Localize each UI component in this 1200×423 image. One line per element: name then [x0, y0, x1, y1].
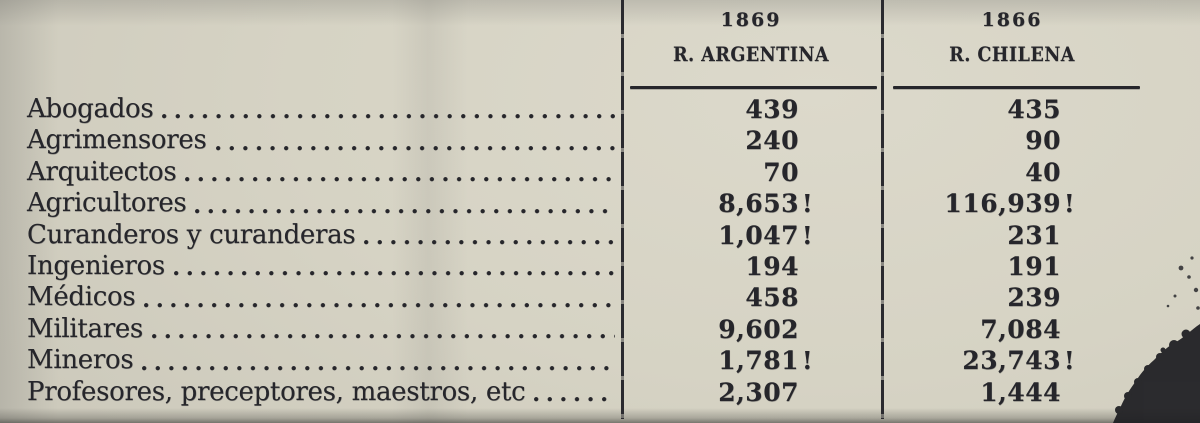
row-label-cell	[0, 94, 622, 125]
argentina-value-cell	[622, 157, 882, 188]
row-label-cell	[0, 157, 622, 188]
argentina-exclamation-mark: !	[802, 189, 813, 219]
profession-label: Mineros	[27, 345, 134, 376]
argentina-value: 194	[745, 251, 799, 281]
chilena-value-cell	[882, 94, 1140, 125]
argentina-value-cell	[622, 94, 882, 125]
profession-label: Arquitectos	[27, 156, 177, 187]
table-row	[0, 220, 1200, 251]
table-row	[0, 157, 1200, 188]
argentina-value: 439	[745, 95, 799, 124]
dot-leader	[152, 314, 615, 345]
profession-label: Agrimensores	[27, 125, 207, 156]
dot-leader	[185, 157, 615, 188]
profession-label: Ingenieros	[27, 250, 165, 281]
row-label-cell	[0, 188, 622, 219]
dot-leader	[142, 345, 615, 376]
table-row	[0, 345, 1200, 376]
chilena-value: 231	[1007, 220, 1061, 250]
chilena-value: 1,444	[980, 377, 1061, 407]
profession-label: Profesores, preceptores, maestros, etc	[27, 376, 526, 407]
chilena-value-cell	[882, 251, 1140, 282]
dot-leader	[195, 188, 615, 219]
dot-leader	[174, 251, 615, 282]
census-year-argentina: 1869	[720, 9, 782, 31]
chilena-value-cell	[882, 188, 1140, 219]
table-row	[0, 125, 1200, 156]
chilena-value-cell	[882, 282, 1140, 313]
chilena-value: 40	[1025, 157, 1061, 187]
row-label-cell	[0, 314, 622, 345]
argentina-value-cell	[622, 188, 882, 219]
table-row	[0, 251, 1200, 282]
chilena-value: 116,939	[944, 189, 1061, 219]
row-label-cell	[0, 220, 622, 251]
argentina-exclamation-mark: !	[802, 220, 813, 250]
table-rows	[0, 94, 1200, 408]
header-rule-argentina	[630, 86, 877, 89]
profession-label: Médicos	[27, 282, 136, 313]
argentina-value-cell	[622, 220, 882, 251]
dot-leader	[144, 282, 615, 313]
argentina-value-cell	[622, 377, 882, 408]
dot-leader	[162, 94, 615, 125]
chilena-value-cell	[882, 377, 1140, 408]
chilena-value: 435	[1007, 95, 1061, 124]
table-row	[0, 377, 1200, 408]
argentina-value: 240	[745, 126, 799, 156]
dot-leader	[534, 377, 615, 408]
census-name-chilena: R. CHILENA	[949, 42, 1075, 66]
column-header-chilena	[884, 9, 1140, 66]
argentina-value: 1,047	[718, 220, 799, 250]
chilena-value: 191	[1007, 251, 1061, 281]
argentina-value: 9,602	[718, 314, 799, 344]
chilena-value: 239	[1007, 283, 1061, 313]
row-label-cell	[0, 377, 622, 408]
argentina-value-cell	[622, 345, 882, 376]
chilena-value-cell	[882, 314, 1140, 345]
argentina-value: 1,781	[718, 346, 799, 376]
chilena-value: 23,743	[962, 346, 1061, 376]
chilena-exclamation-mark: !	[1064, 189, 1075, 219]
chilena-exclamation-mark: !	[1064, 346, 1075, 376]
row-label-cell	[0, 282, 622, 313]
argentina-value: 2,307	[718, 377, 799, 407]
argentina-value-cell	[622, 125, 882, 156]
dot-leader	[364, 220, 615, 251]
chilena-value-cell	[882, 220, 1140, 251]
header-rule-chilena	[893, 86, 1140, 89]
profession-label: Curanderos y curanderas	[27, 219, 356, 250]
profession-label: Agricultores	[27, 188, 187, 219]
profession-label: Militares	[27, 313, 143, 344]
table-row	[0, 314, 1200, 345]
dot-leader	[216, 125, 615, 156]
column-header-argentina	[622, 9, 880, 66]
census-name-argentina: R. ARGENTINA	[672, 42, 830, 66]
table-row	[0, 188, 1200, 219]
chilena-value-cell	[882, 157, 1140, 188]
row-label-cell	[0, 251, 622, 282]
row-label-cell	[0, 125, 622, 156]
chilena-value-cell	[882, 345, 1140, 376]
row-label-cell	[0, 345, 622, 376]
argentina-value: 70	[763, 157, 799, 187]
argentina-exclamation-mark: !	[802, 346, 813, 376]
table-row	[0, 94, 1200, 125]
chilena-value-cell	[882, 125, 1140, 156]
argentina-value: 8,653	[718, 189, 799, 219]
profession-label: Abogados	[27, 94, 154, 124]
argentina-value-cell	[622, 282, 882, 313]
argentina-value-cell	[622, 251, 882, 282]
argentina-value: 458	[745, 283, 799, 313]
chilena-value: 90	[1025, 126, 1061, 156]
census-year-chilena: 1866	[981, 9, 1043, 31]
chilena-value: 7,084	[980, 314, 1061, 344]
argentina-value-cell	[622, 314, 882, 345]
table-row	[0, 282, 1200, 313]
